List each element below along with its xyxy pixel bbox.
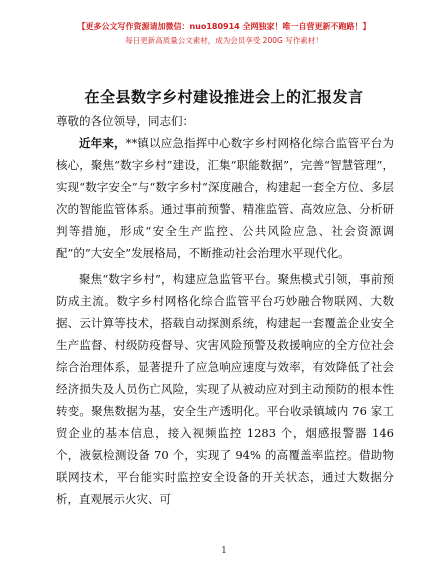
document-title: 在全县数字乡村建设推进会上的汇报发言 xyxy=(84,88,364,106)
paragraph-1-lead: 近年来， xyxy=(79,136,126,150)
greeting: 尊敬的各位领导，同志们： xyxy=(56,114,194,128)
document-body xyxy=(56,110,394,514)
promo-banner xyxy=(0,20,448,48)
page-number: 1 xyxy=(221,546,227,556)
promo-banner-line2: 每日更新高质量公文素材，成为会员享受 200G 写作素材！ xyxy=(125,36,323,45)
paragraph-1 xyxy=(56,132,394,264)
paragraph-2-text: 聚焦“数字乡村”，构建应急监管平台。聚焦模式引领，事前预防成主流。数字乡村网格化综合监管平台巧妙融合物联网、大数据、云计算等技术，搭载自动探测系统，构建起一套覆盖企业安全生产监督、村级防疫督导、灾害风险预警及救援响应的全方位社会综合治理体系，显著提升了应急响应速度与效率，有效降低了社会经济损失及人员伤亡风险，实现了从被动应对到主动预防的根本性转变。聚焦数据为基，安全生产透明化。平台收录镇域内 76 家工贸企业的基本信息，接入视频监控 1283 个，烟感报警器 146 个，液氨检测设备 70 个，实现了 94% 的高覆盖率监控。借助物联网技术，平台能实时监控安全设备的开关状态，通过大数据分析，直观展示火灾、可 xyxy=(56,272,394,506)
promo-banner-line1: 【更多公文写作资源请加微信：nuo180914 全网独家！唯一自营更新不跑路！】 xyxy=(77,22,371,31)
paragraph-1-text: **镇以应急指挥中心数字乡村网格化综合监管平台为核心，聚焦“数字乡村”建设，汇集“职能数据”，完善“智慧管理”，实现“数字安全”与“数字乡村”深度融合，构建起一套全方位、多层次的智能监管体系。通过事前预警、精准监管、高效应急、分析研判等措施，形成“安全生产监控、公共风险应急、社会资源调配”的“大安全”发展格局，不断推动社会治理水平现代化。 xyxy=(56,136,395,260)
paragraph-2 xyxy=(56,268,394,510)
